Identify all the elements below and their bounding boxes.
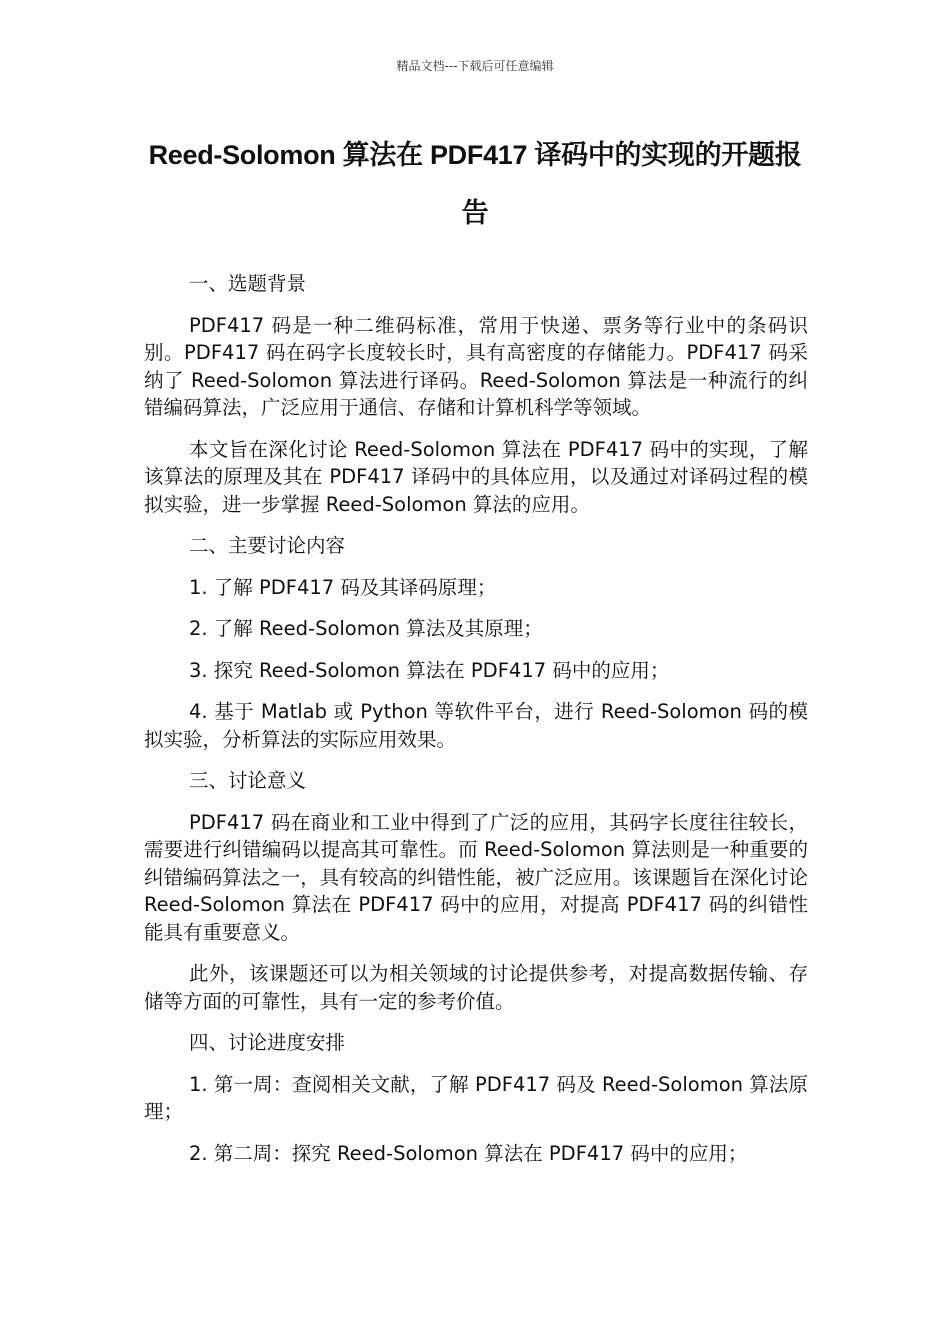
paragraph-pdf417-intro: PDF417 码是一种二维码标准，常用于快递、票务等行业中的条码识别。PDF417 码在码字长度较长时，具有高密度的存储能力。PDF417 码采纳了 Reed-Solomon 算法进行译码。Reed-Solomon 算法是一种流行的纠错编码算法，广泛应用于通信、存储和计算机科学等领域。 [144,313,808,419]
paragraph-reference-value: 此外，该课题还可以为相关领域的讨论提供参考，对提高数据传输、存储等方面的可靠性，具有一定的参考价值。 [144,962,808,1013]
document-title: Reed-Solomon 算法在 PDF417 译码中的实现的开题报告 [148,140,802,228]
section-heading-main-content: 二、主要讨论内容 [189,534,346,557]
section-heading-background: 一、选题背景 [189,272,307,295]
list-item-1: 1. 了解 PDF417 码及其译码原理； [189,575,497,599]
section-heading-significance: 三、讨论意义 [189,769,307,792]
section-heading-schedule: 四、讨论进度安排 [189,1031,346,1054]
list-item-2: 2. 了解 Reed-Solomon 算法及其原理； [189,617,543,640]
paragraph-significance: PDF417 码在商业和工业中得到了广泛的应用，其码字长度往往较长，需要进行纠错编码以提高其可靠性。而 Reed-Solomon 算法则是一种重要的纠错编码算法之一，具有较高的纠错性能，被广泛应用。该课题旨在深化讨论 Reed-Solomon 算法在 PDF417 码中的应用，对提高 PDF417 码的纠错性能具有重要意义。 [144,810,808,944]
header-note: 精品文档---下载后可任意编辑 [396,59,554,73]
paragraph-purpose: 本文旨在深化讨论 Reed-Solomon 算法在 PDF417 码中的实现，了解该算法的原理及其在 PDF417 译码中的具体应用，以及通过对译码过程的模拟实验，进一步掌握 Reed-Solomon 算法的应用。 [144,437,808,516]
document-body [144,270,808,1181]
list-item-4: 4. 基于 Matlab 或 Python 等软件平台，进行 Reed-Solomon 码的模拟实验，分析算法的实际应用效果。 [144,700,808,751]
list-item-3: 3. 探究 Reed-Solomon 算法在 PDF417 码中的应用； [189,658,670,682]
schedule-item-week-1: 1. 第一周：查阅相关文献，了解 PDF417 码及 Reed-Solomon 算法原理； [144,1072,808,1123]
schedule-item-week-2: 2. 第二周：探究 Reed-Solomon 算法在 PDF417 码中的应用； [189,1141,748,1165]
